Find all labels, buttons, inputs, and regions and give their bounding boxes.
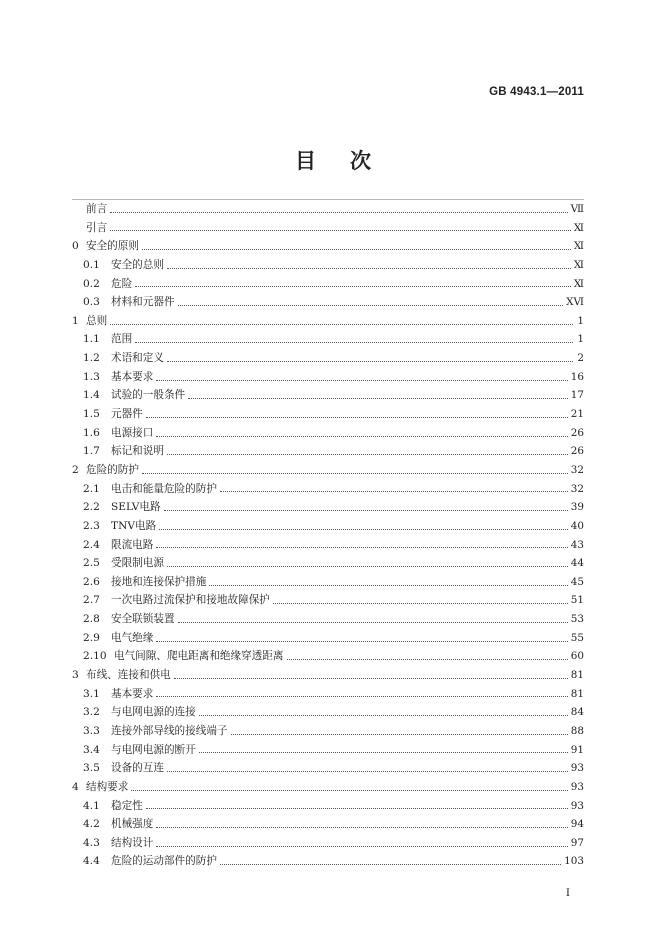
toc-entry[interactable] (72, 685, 584, 704)
toc-entry-title: 材料和元器件 (111, 296, 175, 309)
toc-entry-page: 26 (570, 426, 584, 439)
toc-entry-title: 危险的运动部件的防护 (111, 855, 217, 868)
toc-entry[interactable] (72, 275, 584, 294)
toc-leader-dots (156, 846, 567, 847)
toc-entry-title: 接地和连接保护措施 (111, 575, 207, 588)
toc-entry-title: 机械强度 (111, 818, 154, 831)
toc-entry[interactable] (72, 778, 584, 797)
toc-leader-dots (287, 659, 568, 660)
toc-entry-number: 2 (72, 463, 79, 476)
toc-entry[interactable] (72, 237, 584, 256)
toc-entry[interactable] (72, 424, 584, 443)
toc-entry[interactable] (72, 647, 584, 666)
toc-leader-dots (146, 417, 568, 418)
toc-entry[interactable] (72, 517, 584, 536)
toc-entry-page: ⅩⅥ (566, 296, 584, 309)
toc-entry-page: 60 (570, 650, 584, 663)
toc-entry-title: 范围 (111, 333, 133, 346)
toc-entry-page: 97 (570, 836, 584, 849)
toc-entry-title: SELV电路 (111, 501, 161, 514)
toc-entry-title: 受限制电源 (111, 557, 164, 570)
toc-entry-number: 4.4 (83, 855, 100, 868)
toc-entry-title: 与电网电源的断开 (111, 743, 196, 756)
toc-entry-page: 93 (570, 799, 584, 812)
toc-entry-number: 3.3 (83, 724, 100, 737)
toc-entry[interactable] (72, 591, 584, 610)
toc-leader-dots (142, 473, 568, 474)
toc-leader-dots (159, 529, 568, 530)
toc-entry-title: 连接外部导线的接线端子 (111, 724, 228, 737)
toc-entry-page: 93 (570, 762, 584, 775)
toc-entry[interactable] (72, 573, 584, 592)
toc-entry-number: 1.3 (83, 370, 100, 383)
toc-leader-dots (174, 678, 568, 679)
toc-entry-title: 标记和说明 (111, 445, 164, 458)
page-title: 目次 (295, 148, 405, 173)
toc-entry-number: 3.1 (83, 687, 100, 700)
toc-entry-title: 设备的互连 (111, 762, 164, 775)
toc-leader-dots (199, 752, 568, 753)
toc-entry-title: 试验的一般条件 (111, 389, 186, 402)
toc-entry[interactable] (72, 666, 584, 685)
toc-leader-dots (135, 286, 571, 287)
toc-leader-dots (231, 734, 568, 735)
toc-entry-page: 16 (570, 370, 584, 383)
toc-entry-page: 53 (570, 613, 584, 626)
toc-entry-page: 93 (570, 780, 584, 793)
toc-leader-dots (156, 641, 567, 642)
toc-entry-page: 32 (570, 463, 584, 476)
toc-entry-title: 危险 (111, 277, 133, 290)
toc-leader-dots (178, 305, 564, 306)
toc-entry[interactable] (72, 480, 584, 499)
toc-entry-number: 2.1 (83, 482, 100, 495)
toc-leader-dots (146, 808, 568, 809)
toc-entry[interactable] (72, 405, 584, 424)
toc-leader-dots (273, 603, 568, 604)
toc-entry-page: 81 (570, 687, 584, 700)
toc-entry-number: 0 (72, 240, 79, 253)
toc-leader-dots (156, 436, 567, 437)
toc-entry-page: 81 (570, 669, 584, 682)
toc-leader-dots (131, 790, 567, 791)
toc-entry-title: 限流电路 (111, 538, 154, 551)
toc-entry-page: Ⅺ (573, 221, 584, 234)
toc-entry-page: Ⅺ (573, 277, 584, 290)
toc-entry[interactable] (72, 349, 584, 368)
toc-entry-title: 电气间隙、爬电距离和绝缘穿透距离 (114, 650, 284, 663)
toc-leader-dots (156, 380, 567, 381)
toc-entry-number: 1.1 (83, 333, 100, 346)
toc-entry[interactable] (72, 293, 584, 312)
toc-leader-dots (110, 324, 573, 325)
toc-entry-number: 2.9 (83, 631, 100, 644)
toc-entry[interactable] (72, 330, 584, 349)
toc-entry-page: Ⅺ (573, 258, 584, 271)
toc-entry[interactable] (72, 536, 584, 555)
toc-leader-dots (209, 585, 567, 586)
toc-leader-dots (156, 547, 567, 548)
toc-leader-dots (135, 342, 573, 343)
toc-entry-page: 45 (570, 575, 584, 588)
toc-entry-title: TNV电路 (111, 519, 157, 532)
toc-entry-page: 51 (570, 594, 584, 607)
toc-entry[interactable] (72, 498, 584, 517)
toc-entry-title: 危险的防护 (86, 463, 139, 476)
toc-entry-number: 4.1 (83, 799, 100, 812)
toc-entry[interactable] (72, 852, 584, 871)
toc-entry[interactable] (72, 442, 584, 461)
toc-leader-dots (188, 398, 568, 399)
toc-entry-page: 43 (570, 538, 584, 551)
toc-entry-page: 21 (570, 408, 584, 421)
toc-entry-title: 电源接口 (111, 426, 154, 439)
toc-entry-page: Ⅶ (570, 203, 584, 215)
toc-entry[interactable] (72, 629, 584, 648)
toc-entry-number: 4.2 (83, 818, 100, 831)
toc-entry-title: 一次电路过流保护和接地故障保护 (111, 594, 270, 607)
toc-entry[interactable] (72, 759, 584, 778)
toc-entry[interactable] (72, 200, 584, 219)
toc-entry-number: 2.3 (83, 519, 100, 532)
toc-entry-number: 1.7 (83, 445, 100, 458)
toc-entry-number: 0.3 (83, 296, 100, 309)
toc-entry[interactable] (72, 610, 584, 629)
toc-leader-dots (167, 454, 568, 455)
toc-entry-number: 0.2 (83, 277, 100, 290)
toc-leader-dots (142, 249, 571, 250)
toc-entry-page: 40 (570, 519, 584, 532)
toc-entry-title: 安全的总则 (111, 258, 164, 271)
toc-entry[interactable] (72, 312, 584, 331)
toc-entry-number: 2.7 (83, 594, 100, 607)
toc-entry-number: 1 (72, 314, 79, 327)
toc-leader-dots (110, 230, 571, 231)
table-of-contents (72, 200, 584, 871)
toc-leader-dots (220, 864, 561, 865)
toc-entry[interactable] (72, 703, 584, 722)
toc-entry-title: 安全联锁装置 (111, 613, 175, 626)
toc-entry-number: 2.4 (83, 538, 100, 551)
toc-entry-page: 2 (577, 352, 584, 365)
toc-entry-number: 2.5 (83, 557, 100, 570)
toc-entry-title: 术语和定义 (111, 352, 164, 365)
toc-entry-page: 39 (570, 501, 584, 514)
toc-entry-title: 电气绝缘 (111, 631, 154, 644)
toc-entry[interactable] (72, 386, 584, 405)
toc-leader-dots (167, 361, 573, 362)
toc-entry-number: 2.2 (83, 501, 100, 514)
toc-entry-page: 103 (564, 855, 584, 868)
toc-entry-number: 3.4 (83, 743, 100, 756)
toc-entry-number: 1.4 (83, 389, 100, 402)
toc-entry-number: 1.2 (83, 352, 100, 365)
toc-entry-page: 26 (570, 445, 584, 458)
toc-entry-title: 稳定性 (111, 799, 143, 812)
toc-entry-title: 与电网电源的连接 (111, 706, 196, 719)
toc-entry-page: 1 (577, 333, 584, 346)
toc-entry-page: 55 (570, 631, 584, 644)
toc-entry-title: 基本要求 (111, 370, 154, 383)
toc-entry-number: 3.5 (83, 762, 100, 775)
toc-entry-page: 91 (570, 743, 584, 756)
toc-entry-title: 结构设计 (111, 836, 154, 849)
toc-entry-title: 引言 (86, 221, 108, 234)
toc-entry-page: 1 (577, 314, 584, 327)
toc-entry-number: 3.2 (83, 706, 100, 719)
toc-entry-page: 32 (570, 482, 584, 495)
toc-entry-title: 结构要求 (86, 780, 129, 793)
toc-entry-title: 安全的原则 (86, 240, 139, 253)
toc-entry[interactable] (72, 834, 584, 853)
toc-entry-title: 布线、连接和供电 (86, 669, 171, 682)
toc-leader-dots (156, 696, 567, 697)
toc-entry[interactable] (72, 368, 584, 387)
toc-entry-title: 基本要求 (111, 687, 154, 700)
toc-entry[interactable] (72, 741, 584, 760)
toc-leader-dots (164, 510, 568, 511)
toc-entry-number: 2.6 (83, 575, 100, 588)
toc-entry-number: 4 (72, 780, 79, 793)
toc-entry-number: 1.5 (83, 408, 100, 421)
toc-entry[interactable] (72, 815, 584, 834)
toc-entry[interactable] (72, 554, 584, 573)
toc-entry-number: 2.8 (83, 613, 100, 626)
toc-entry[interactable] (72, 797, 584, 816)
toc-entry-number: 2.10 (83, 650, 107, 663)
toc-entry-title: 电击和能量危险的防护 (111, 482, 217, 495)
standard-code: GB 4943.1—2011 (489, 86, 584, 98)
toc-entry-page: 94 (570, 818, 584, 831)
toc-entry[interactable] (72, 722, 584, 741)
toc-entry-page: 88 (570, 724, 584, 737)
toc-entry-number: 4.3 (83, 836, 100, 849)
toc-entry[interactable] (72, 256, 584, 275)
toc-entry[interactable] (72, 461, 584, 480)
toc-leader-dots (156, 827, 567, 828)
toc-leader-dots (167, 771, 568, 772)
toc-leader-dots (178, 622, 568, 623)
toc-entry-page: 44 (570, 557, 584, 570)
toc-entry-title: 元器件 (111, 408, 143, 421)
toc-entry-page: 17 (570, 389, 584, 402)
toc-entry-number: 3 (72, 669, 79, 682)
toc-entry-number: 0.1 (83, 258, 100, 271)
toc-entry-number: 1.6 (83, 426, 100, 439)
toc-entry[interactable] (72, 219, 584, 238)
toc-leader-dots (167, 566, 568, 567)
toc-leader-dots (110, 212, 567, 213)
toc-leader-dots (220, 491, 568, 492)
page-number: I (565, 887, 570, 899)
toc-entry-page: Ⅺ (573, 240, 584, 253)
toc-leader-dots (167, 268, 571, 269)
toc-entry-page: 84 (570, 706, 584, 719)
toc-entry-title: 总则 (86, 314, 108, 327)
toc-leader-dots (199, 715, 568, 716)
toc-entry-title: 前言 (86, 203, 108, 215)
